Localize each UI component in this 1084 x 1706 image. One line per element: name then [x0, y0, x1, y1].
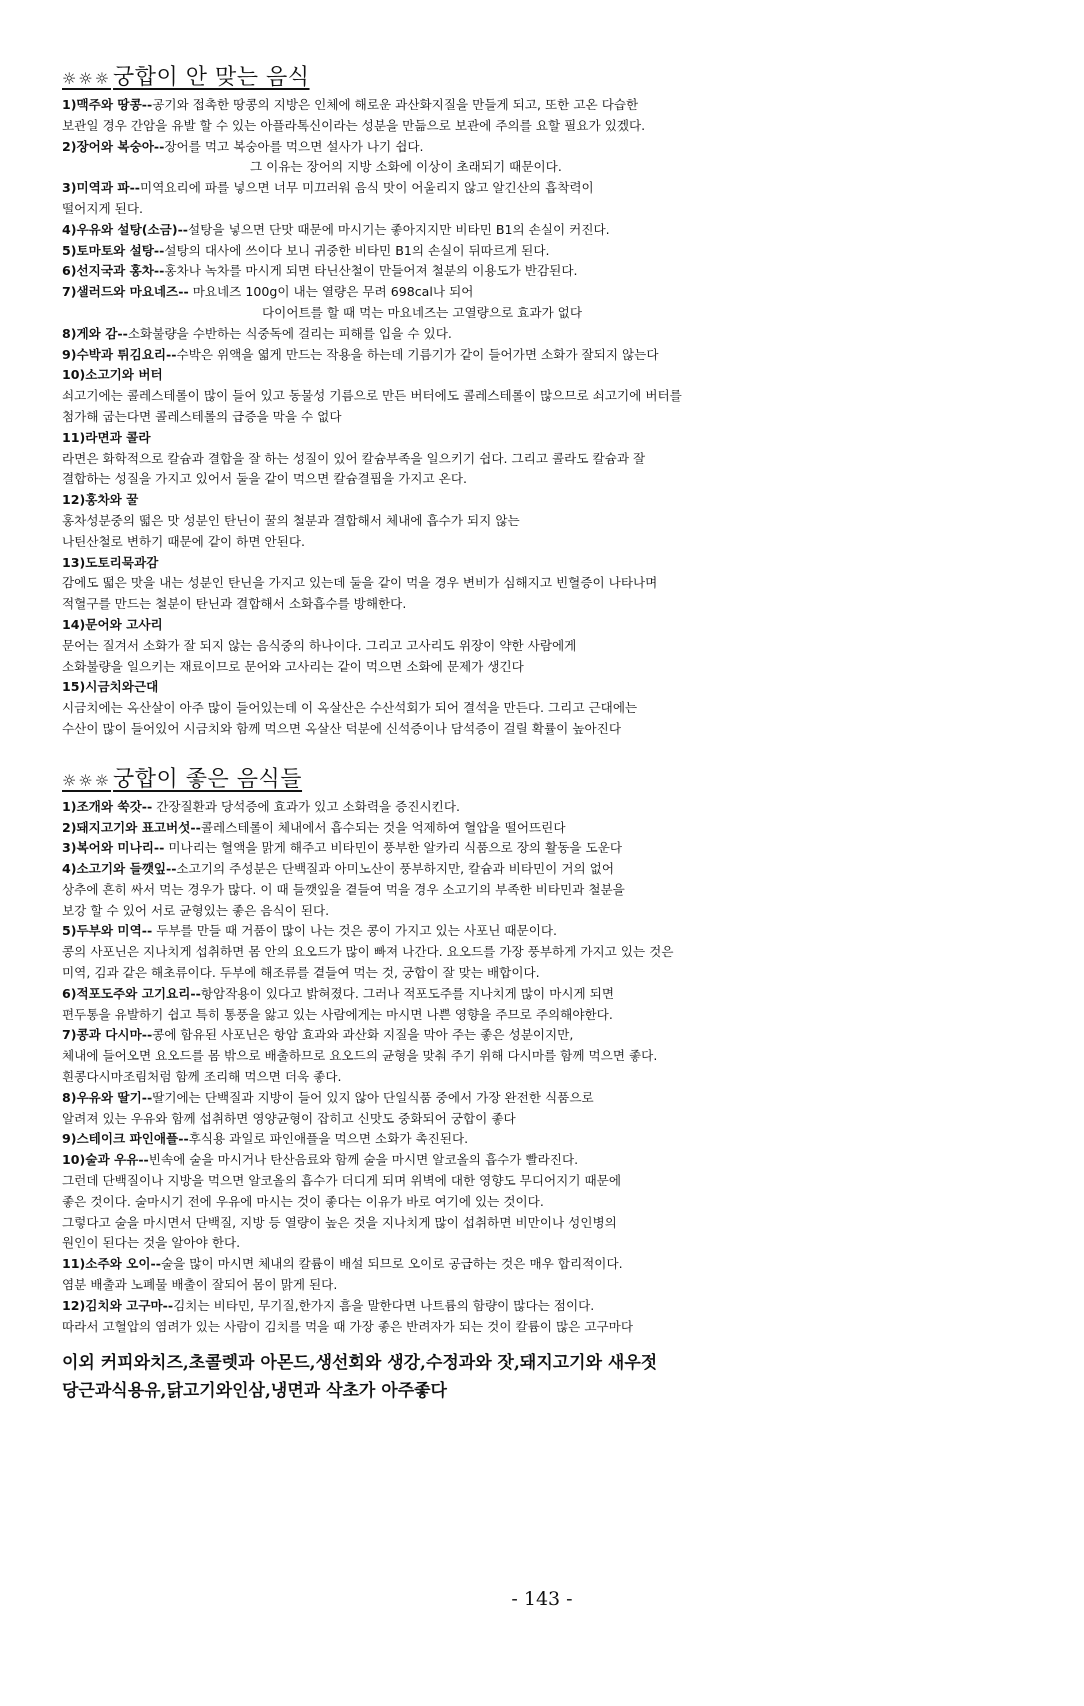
- item-text: 딸기에는 단백질과 지방이 들어 있지 않아 단일식품 중에서 가장 완전한 식품으로: [152, 1089, 594, 1105]
- list-item: [62, 324, 962, 345]
- item-line: [62, 261, 962, 282]
- list-item: [62, 1150, 962, 1254]
- bad-combination-list: [62, 95, 962, 740]
- item-text: 첨가해 굽는다면 콜레스테롤의 급증을 막을 수 없다: [62, 408, 342, 424]
- item-line: [62, 838, 962, 859]
- item-text: 떨어지게 된다.: [62, 200, 143, 216]
- item-heading: 13)도토리묵과감: [62, 554, 159, 570]
- item-line: [62, 345, 962, 366]
- item-text: 설탕을 넣으면 단맛 때문에 마시기는 좋아지지만 비타민 B1의 손실이 커진다.: [188, 221, 610, 237]
- section-title-good-combinations: [62, 762, 962, 793]
- item-line: [62, 573, 962, 594]
- item-line: [62, 1275, 962, 1296]
- document-page: [62, 60, 962, 1405]
- item-line: [62, 137, 962, 158]
- item-text: 보관일 경우 간암을 유발 할 수 있는 아플라톡신이라는 성분을 만듦으로 보관에 주의를 요할 필요가 있겠다.: [62, 117, 646, 133]
- item-line: [62, 407, 962, 428]
- sun-icon: ☼☼☼: [62, 69, 112, 88]
- item-line: [62, 365, 962, 386]
- item-text: 시금치에는 옥산살이 아주 많이 들어있는데 이 옥살산은 수산석회가 되어 결석을 만든다. 그리고 근대에는: [62, 700, 638, 716]
- item-heading: 12)김치와 고구마--: [62, 1297, 174, 1313]
- item-text: 설탕의 대사에 쓰이다 보니 귀중한 비타민 B1의 손실이 뒤따르게 된다.: [164, 242, 550, 258]
- item-text: 결합하는 성질을 가지고 있어서 둘을 같이 먹으면 칼슘결핍을 가지고 온다.: [62, 471, 467, 487]
- item-heading: 2)장어와 복숭아--: [62, 138, 165, 154]
- list-item: [62, 797, 962, 818]
- item-line: [62, 532, 962, 553]
- item-text: 따라서 고혈압의 염려가 있는 사람이 김치를 먹을 때 가장 좋은 반려자가 되는 것이 칼륨이 많은 고구마다: [62, 1318, 634, 1334]
- item-text: 홍차성분중의 떫은 맛 성분인 탄닌이 꿀의 철분과 결합해서 체내에 흡수가 되지 않는: [62, 512, 520, 528]
- item-heading: 3)복어와 미나리--: [62, 840, 165, 856]
- list-item: [62, 282, 962, 324]
- list-item: [62, 553, 962, 615]
- item-line: [62, 282, 962, 303]
- item-text: 문어는 질겨서 소화가 잘 되지 않는 음식중의 하나이다. 그리고 고사리도 위장이 약한 사람에게: [62, 637, 577, 653]
- item-line: [62, 1317, 962, 1338]
- item-line: [62, 1109, 962, 1130]
- item-text: 빈속에 술을 마시거나 탄산음료와 함께 술을 마시면 알코올의 흡수가 빨라진다.: [148, 1152, 579, 1168]
- item-line: [62, 1233, 962, 1254]
- item-heading: 1)맥주와 땅콩--: [62, 97, 153, 112]
- item-line: [62, 1025, 962, 1046]
- item-line: [62, 178, 962, 199]
- section-title-text: 궁합이 좋은 음식들: [113, 766, 303, 792]
- footer-note: [62, 1349, 962, 1405]
- item-heading: 8)게와 감--: [62, 325, 128, 341]
- item-heading: 1)조개와 쑥갓--: [62, 798, 153, 814]
- item-text: 소화불량을 일으키는 재료이므로 문어와 고사리는 같이 먹으면 소화에 문제가 생긴다: [62, 658, 524, 674]
- list-item: [62, 1088, 962, 1130]
- item-line: [62, 449, 962, 470]
- item-text: 장어를 먹고 복숭아를 먹으면 설사가 나기 쉽다.: [164, 138, 424, 154]
- item-heading: 10)소고기와 버터: [62, 367, 163, 383]
- item-heading: 7)샐러드와 마요네즈--: [62, 284, 189, 300]
- item-line: [62, 797, 962, 818]
- item-line: [62, 1067, 962, 1088]
- item-line: [62, 490, 962, 511]
- list-item: [62, 1025, 962, 1087]
- item-text: 감에도 떫은 맛을 내는 성분인 탄닌을 가지고 있는데 둘을 같이 먹을 경우 변비가 심해지고 빈혈증이 나타나며: [62, 575, 658, 591]
- item-line: [62, 818, 962, 839]
- list-item: [62, 241, 962, 262]
- item-text: 항암작용이 있다고 밝혀졌다. 그러나 적포도주를 지나치게 많이 마시게 되면: [200, 985, 615, 1001]
- list-item: [62, 818, 962, 839]
- item-text: 원인이 된다는 것을 알아야 한다.: [62, 1235, 241, 1251]
- item-line: [62, 1254, 962, 1275]
- item-line: [62, 1296, 962, 1317]
- item-text: 미나리는 혈액을 맑게 해주고 비타민이 풍부한 알카리 식품으로 장의 활동을 도운다: [164, 840, 623, 856]
- list-item: [62, 1129, 962, 1150]
- item-line: [62, 1171, 962, 1192]
- item-line: [62, 241, 962, 262]
- item-text: 다이어트를 할 때 먹는 마요네즈는 고열량으로 효과가 없다: [262, 304, 582, 320]
- item-line: [62, 677, 962, 698]
- item-heading: 11)라면과 콜라: [62, 429, 151, 445]
- list-item: [62, 490, 962, 552]
- item-heading: 4)소고기와 들깻잎--: [62, 861, 177, 877]
- page-number: - 143 -: [511, 1588, 573, 1610]
- item-text: 홍차나 녹차를 마시게 되면 타닌산철이 만들어져 철분의 이용도가 반감된다.: [164, 263, 578, 279]
- item-text: 후식용 과일로 파인애플을 먹으면 소화가 촉진된다.: [188, 1131, 469, 1147]
- section-title-text: 궁합이 안 맞는 음식: [113, 65, 310, 90]
- item-text: 알려져 있는 우유와 함께 섭취하면 영양균형이 잡히고 신맛도 중화되어 궁합이 좋다: [62, 1110, 516, 1126]
- item-heading: 14)문어와 고사리: [62, 616, 163, 632]
- item-heading: 2)돼지고기와 표고버섯--: [62, 819, 201, 835]
- item-line: [62, 719, 962, 740]
- footer-note-line: 이외 커피와치즈,초콜렛과 아몬드,생선회와 생강,수정과와 잣,돼지고기와 새우젓: [62, 1353, 658, 1374]
- list-item: [62, 220, 962, 241]
- item-text: 미역, 김과 같은 해초류이다. 두부에 해조류를 곁들여 먹는 것, 궁합이 잘 맞는 배합이다.: [62, 965, 540, 981]
- item-line: [62, 1005, 962, 1026]
- item-heading: 5)두부와 미역--: [62, 923, 153, 939]
- item-text: 수산이 많이 들어있어 시금치와 함께 먹으면 옥살산 덕분에 신석증이나 담석증이 걸릴 확률이 높아진다: [62, 720, 621, 736]
- item-heading: 12)홍차와 꿀: [62, 492, 139, 508]
- item-line: [62, 324, 962, 345]
- item-text: 미역요리에 파를 넣으면 너무 미끄러워 음식 맛이 어울리지 않고 알긴산의 흡착력이: [140, 180, 594, 196]
- item-text: 상추에 흔히 싸서 먹는 경우가 많다. 이 때 들깻잎을 곁들여 먹을 경우 소고기의 부족한 비타민과 철분을: [62, 881, 625, 897]
- item-line: [62, 220, 962, 241]
- list-item: [62, 137, 962, 179]
- item-line: [62, 386, 962, 407]
- item-line: [62, 594, 962, 615]
- item-text: 나틴산철로 변하기 때문에 같이 하면 안된다.: [62, 533, 305, 549]
- sun-icon: ☼☼☼: [62, 770, 112, 790]
- item-text: 흰콩다시마조림처럼 함께 조리해 먹으면 더욱 좋다.: [62, 1069, 342, 1085]
- item-line: [62, 303, 962, 324]
- item-line: [62, 511, 962, 532]
- item-text: 마요네즈 100g이 내는 열량은 무려 698cal나 되어: [188, 284, 474, 300]
- item-line: [62, 636, 962, 657]
- list-item: [62, 984, 962, 1026]
- item-line: [62, 859, 962, 880]
- item-text: 체내에 들어오면 요오드를 몸 밖으로 배출하므로 요오드의 균형을 맞춰 주기 위해 다시마를 함께 먹으면 좋다.: [62, 1048, 658, 1064]
- item-text: 라면은 화학적으로 칼슘과 결합을 잘 하는 성질이 있어 칼슘부족을 일으키기 쉽다. 그리고 콜라도 칼슘과 잘: [62, 450, 646, 466]
- item-heading: 7)콩과 다시마--: [62, 1027, 153, 1043]
- item-line: [62, 1192, 962, 1213]
- item-text: 간장질환과 당석증에 효과가 있고 소화력을 증진시킨다.: [152, 798, 461, 814]
- list-item: [62, 365, 962, 427]
- item-text: 편두통을 유발하기 쉽고 특히 통풍을 앓고 있는 사람에게는 마시면 나쁜 영향을 주므로 주의해야한다.: [62, 1006, 613, 1022]
- item-line: [62, 1213, 962, 1234]
- item-line: [62, 942, 962, 963]
- item-line: [62, 1046, 962, 1067]
- item-heading: 11)소주와 오이--: [62, 1256, 161, 1272]
- item-text: 적혈구를 만드는 철분이 탄닌과 결합해서 소화흡수를 방해한다.: [62, 596, 407, 612]
- item-text: 콩의 사포닌은 지나치게 섭취하면 몸 안의 요오드가 많이 빠져 나간다. 요오드를 가장 풍부하게 가지고 있는 것은: [62, 944, 674, 960]
- list-item: [62, 677, 962, 739]
- item-text: 쇠고기에는 콜레스테롤이 많이 들어 있고 동물성 기름으로 만든 버터에도 콜레스테롤이 많으므로 쇠고기에 버터를: [62, 388, 682, 404]
- item-heading: 15)시금치와근대: [62, 679, 159, 695]
- item-heading: 9)수박과 튀김요리--: [62, 346, 177, 362]
- item-text: 좋은 것이다. 술마시기 전에 우유에 마시는 것이 좋다는 이유가 바로 여기에 있는 것이다.: [62, 1193, 544, 1209]
- list-item: [62, 921, 962, 983]
- list-item: [62, 1296, 962, 1338]
- footer-note-line: 당근과식용유,닭고기와인삼,냉면과 삭초가 아주좋다: [62, 1381, 447, 1402]
- list-item: [62, 178, 962, 220]
- item-line: [62, 984, 962, 1005]
- item-text: 소화불량을 수반하는 식중독에 걸리는 피해를 입을 수 있다.: [127, 325, 452, 341]
- item-text: 김치는 비타민, 무기질,한가지 흠을 말한다면 나트륨의 함량이 많다는 점이다.: [173, 1297, 595, 1313]
- item-heading: 5)토마토와 설탕--: [62, 242, 165, 258]
- list-item: [62, 261, 962, 282]
- list-item: [62, 838, 962, 859]
- item-text: 소고기의 주성분은 단백질과 아미노산이 풍부하지만, 칼슘과 비타민이 거의 없어: [176, 861, 615, 877]
- item-line: [62, 901, 962, 922]
- list-item: [62, 859, 962, 921]
- item-heading: 6)적포도주와 고기요리--: [62, 985, 201, 1001]
- item-line: [62, 880, 962, 901]
- item-text: 술을 많이 마시면 체내의 칼륨이 배설 되므로 오이로 공급하는 것은 매우 합리적이다.: [160, 1256, 623, 1272]
- item-line: [62, 615, 962, 636]
- item-text: 그런데 단백질이나 지방을 먹으면 알코올의 흡수가 더디게 되며 위벽에 대한 영향도 무디어지기 때문에: [62, 1173, 621, 1189]
- item-line: [62, 469, 962, 490]
- item-line: [62, 657, 962, 678]
- item-text: 그렇다고 술을 마시면서 단백질, 지방 등 열량이 높은 것을 지나치게 많이 섭취하면 비만이나 성인병의: [62, 1214, 617, 1230]
- item-heading: 3)미역과 파--: [62, 180, 141, 196]
- item-line: [62, 157, 962, 178]
- item-text: 수박은 위액을 엷게 만드는 작용을 하는데 기름기가 같이 들어가면 소화가 잘되지 않는다: [176, 346, 659, 362]
- item-text: 염분 배출과 노폐물 배출이 잘되어 몸이 맑게 된다.: [62, 1277, 338, 1293]
- good-combination-list: [62, 797, 962, 1338]
- item-line: [62, 95, 962, 116]
- list-item: [62, 615, 962, 677]
- list-item: [62, 95, 962, 137]
- item-heading: 10)술과 우유--: [62, 1152, 149, 1168]
- item-text: 콜레스테롤이 체내에서 흡수되는 것을 억제하여 혈압을 떨어뜨린다: [200, 819, 566, 835]
- item-line: [62, 1129, 962, 1150]
- item-text: 보강 할 수 있어 서로 균형있는 좋은 음식이 된다.: [62, 902, 330, 918]
- item-line: [62, 116, 962, 137]
- list-item: [62, 1254, 962, 1296]
- item-line: [62, 1150, 962, 1171]
- item-heading: 6)선지국과 홍차--: [62, 263, 165, 279]
- item-line: [62, 428, 962, 449]
- section-title-bad-combinations: [62, 60, 962, 91]
- item-heading: 8)우유와 딸기--: [62, 1089, 153, 1105]
- item-text: 콩에 함유된 사포닌은 항암 효과와 과산화 지질을 막아 주는 좋은 성분이지만,: [152, 1027, 574, 1043]
- item-text: 공기와 접촉한 땅콩의 지방은 인체에 해로운 과산화지질을 만들게 되고, 또한 고온 다습한: [152, 97, 639, 112]
- item-text: 그 이유는 장어의 지방 소화에 이상이 초래되기 때문이다.: [250, 159, 562, 175]
- item-line: [62, 199, 962, 220]
- item-line: [62, 963, 962, 984]
- list-item: [62, 345, 962, 366]
- list-item: [62, 428, 962, 490]
- item-text: 두부를 만들 때 거품이 많이 나는 것은 콩이 가지고 있는 사포닌 때문이다.: [152, 923, 558, 939]
- item-heading: 4)우유와 설탕(소금)--: [62, 221, 189, 237]
- item-line: [62, 1088, 962, 1109]
- item-heading: 9)스테이크 파인애플--: [62, 1131, 189, 1147]
- item-line: [62, 698, 962, 719]
- item-line: [62, 553, 962, 574]
- item-line: [62, 921, 962, 942]
